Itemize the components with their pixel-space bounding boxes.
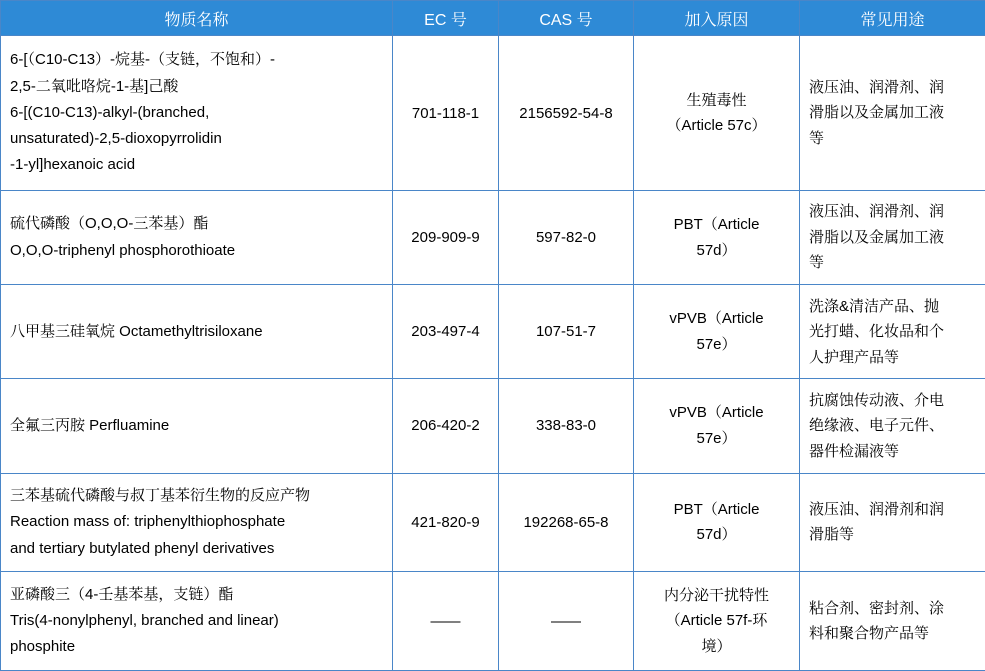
cell-substance-name [1, 36, 393, 191]
table-row [1, 572, 985, 671]
name-line: and tertiary butylated phenyl derivatives [10, 539, 275, 557]
reason-line: 内分泌干扰特性 [663, 586, 769, 604]
column-header-cas-number: CAS 号 [499, 1, 634, 36]
cell-substance-name [1, 473, 393, 572]
cell-substance-name [1, 285, 393, 379]
reason-line: PBT（Article [673, 500, 760, 518]
use-line: 滑脂以及金属加工液 [809, 228, 945, 246]
reason-line: 57d） [696, 526, 737, 544]
reason-line: PBT（Article [673, 216, 760, 234]
reason-line: （Article 57c） [666, 117, 767, 135]
name-line: unsaturated)-2,5-dioxopyrrolidin [10, 130, 222, 148]
table-row [1, 36, 985, 191]
cell-ec-number: 209-909-9 [393, 191, 499, 285]
reason-line: 生殖毒性 [686, 91, 747, 109]
cell-common-uses [800, 473, 985, 572]
cell-cas-number: 192268-65-8 [499, 473, 634, 572]
cell-cas-number: 597-82-0 [499, 191, 634, 285]
cell-ec-number: 701-118-1 [393, 36, 499, 191]
cell-reason [634, 191, 800, 285]
name-line: 6-[（C10-C13）-烷基-（支链，不饱和）- [10, 51, 276, 69]
use-line: 光打蜡、化妆品和个 [809, 323, 945, 341]
cell-ec-number: 421-820-9 [393, 473, 499, 572]
name-line: phosphite [10, 638, 76, 656]
use-line: 等 [809, 254, 825, 272]
reason-line: vPVB（Article [669, 404, 764, 422]
use-line: 滑脂等 [809, 526, 855, 544]
name-line: 2,5-二氧吡咯烷-1-基]己酸 [10, 77, 179, 95]
use-line: 洗涤&清洁产品、抛 [809, 297, 940, 315]
cell-ec-number: 206-420-2 [393, 379, 499, 473]
use-line: 抗腐蚀传动液、介电 [809, 391, 945, 409]
name-line: 亚磷酸三（4-壬基苯基，支链）酯 [10, 585, 234, 603]
column-header-common-uses: 常见用途 [800, 1, 985, 36]
column-header-substance-name: 物质名称 [1, 1, 393, 36]
cell-reason [634, 36, 800, 191]
use-line: 料和聚合物产品等 [809, 625, 930, 643]
name-line: 八甲基三硅氧烷 Octamethyltrisiloxane [10, 322, 263, 340]
use-line: 液压油、润滑剂和润 [809, 500, 945, 518]
reason-line: 57e） [696, 429, 737, 447]
cell-cas-number: 2156592-54-8 [499, 36, 634, 191]
use-line: 器件检漏液等 [809, 442, 900, 460]
cell-common-uses [800, 191, 985, 285]
reason-line: 境） [701, 637, 732, 655]
table-header [1, 1, 985, 36]
use-line: 人护理产品等 [809, 348, 900, 366]
cell-reason [634, 285, 800, 379]
cell-cas-number: —— [499, 572, 634, 671]
cell-common-uses [800, 285, 985, 379]
table-row [1, 191, 985, 285]
reason-line: 57d） [696, 241, 737, 259]
cell-substance-name [1, 379, 393, 473]
reason-line: （Article 57f-环 [665, 612, 768, 630]
cell-substance-name [1, 572, 393, 671]
cell-reason [634, 572, 800, 671]
cell-reason [634, 379, 800, 473]
cell-ec-number: —— [393, 572, 499, 671]
cell-common-uses [800, 36, 985, 191]
cell-common-uses [800, 379, 985, 473]
name-line: 三苯基硫代磷酸与叔丁基苯衍生物的反应产物 [10, 487, 311, 505]
header-row [1, 1, 985, 36]
table-row [1, 473, 985, 572]
name-line: 全氟三丙胺 Perfluamine [10, 416, 170, 434]
use-line: 滑脂以及金属加工液 [809, 104, 945, 122]
name-line: 硫代磷酸（O,O,O-三苯基）酯 [10, 215, 209, 233]
reason-line: vPVB（Article [669, 310, 764, 328]
cell-ec-number: 203-497-4 [393, 285, 499, 379]
use-line: 液压油、润滑剂、润 [809, 203, 945, 221]
name-line: O,O,O-triphenyl phosphorothioate [10, 241, 236, 259]
use-line: 液压油、润滑剂、润 [809, 78, 945, 96]
cell-substance-name [1, 191, 393, 285]
use-line: 绝缘液、电子元件、 [809, 417, 945, 435]
name-line: Tris(4-nonylphenyl, branched and linear) [10, 612, 279, 629]
column-header-ec-number: EC 号 [393, 1, 499, 36]
name-line: Reaction mass of: triphenylthiophosphate [10, 513, 286, 531]
cell-common-uses [800, 572, 985, 671]
table-body [1, 36, 985, 671]
table-row [1, 285, 985, 379]
use-line: 粘合剂、密封剂、涂 [809, 599, 945, 617]
column-header-reason: 加入原因 [634, 1, 800, 36]
table-row [1, 379, 985, 473]
cell-cas-number: 107-51-7 [499, 285, 634, 379]
use-line: 等 [809, 129, 825, 147]
cell-reason [634, 473, 800, 572]
name-line: 6-[(C10-C13)-alkyl-(branched, [10, 103, 210, 121]
reason-line: 57e） [696, 335, 737, 353]
name-line: -1-yl]hexanoic acid [10, 156, 136, 174]
cell-cas-number: 338-83-0 [499, 379, 634, 473]
